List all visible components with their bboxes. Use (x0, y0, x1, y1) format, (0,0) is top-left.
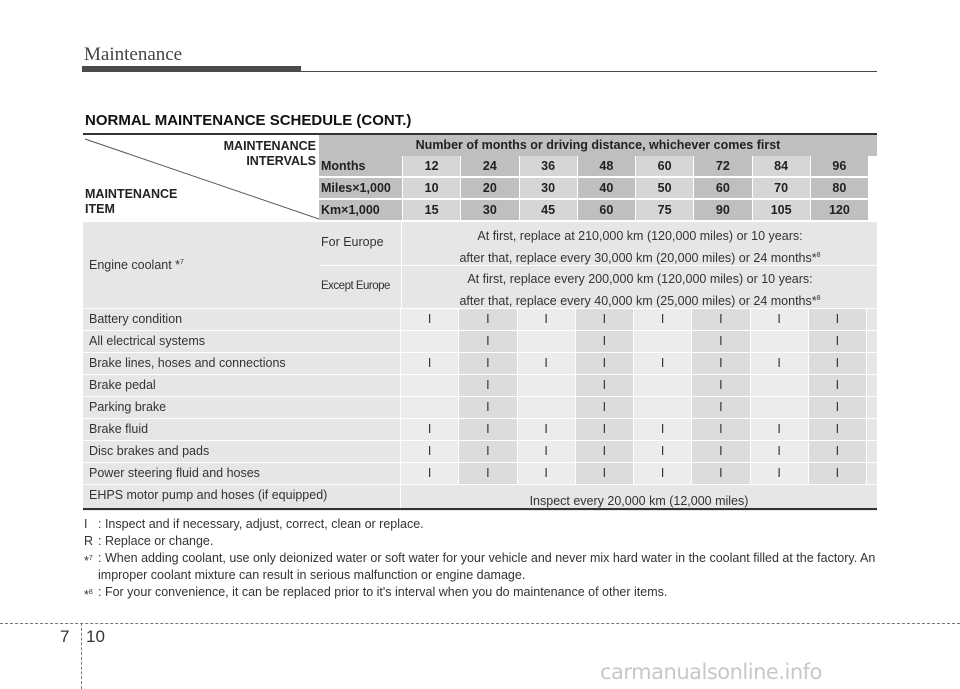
table-cell: I (751, 441, 809, 462)
table-cell: I (692, 375, 750, 396)
months-value: 60 (636, 156, 694, 177)
table-cell: I (459, 397, 517, 418)
table-cell: I (576, 331, 634, 352)
table-cell (634, 397, 692, 418)
row-label: Parking brake (83, 397, 401, 418)
table-cell: I (809, 331, 867, 352)
table-cell: I (459, 353, 517, 374)
miles-value: 40 (578, 178, 636, 199)
months-value: 96 (811, 156, 869, 177)
table-cell: I (576, 375, 634, 396)
table-cell: I (634, 309, 692, 330)
table-bottom-rule (83, 508, 877, 510)
table-cell: I (459, 419, 517, 440)
months-value: 12 (403, 156, 461, 177)
table-cell: I (692, 331, 750, 352)
table-cell: I (459, 463, 517, 484)
table-cell: I (692, 397, 750, 418)
miles-value: 80 (811, 178, 869, 199)
table-cell: I (692, 309, 750, 330)
table-row (83, 419, 877, 441)
for-europe-label: For Europe (321, 235, 384, 249)
months-header-row (319, 156, 869, 177)
table-cell: I (518, 419, 576, 440)
page-title: NORMAL MAINTENANCE SCHEDULE (CONT.) (85, 112, 412, 129)
table-cell: I (809, 397, 867, 418)
table-row (83, 441, 877, 463)
corner-item-label: MAINTENANCE ITEM (85, 187, 178, 216)
legend-note: *$^8$ : For your convenience, it can be replaced prior to it's interval when you do maintenance of other items. (84, 585, 668, 603)
row-label: Brake pedal (83, 375, 401, 396)
table-cell (751, 331, 809, 352)
page-number: 10 (86, 627, 105, 646)
table-cell: I (634, 463, 692, 484)
table-cell: I (459, 331, 517, 352)
table-cell: I (518, 353, 576, 374)
row-label: Disc brakes and pads (83, 441, 401, 462)
months-value: 84 (753, 156, 811, 177)
km-value: 120 (811, 200, 869, 221)
table-cell: I (576, 419, 634, 440)
table-cell: I (692, 419, 750, 440)
miles-value: 70 (753, 178, 811, 199)
table-cell: I (809, 309, 867, 330)
table-cell: I (751, 463, 809, 484)
miles-value: 50 (636, 178, 694, 199)
km-value: 45 (520, 200, 578, 221)
table-cell: I (401, 309, 459, 330)
table-cell: I (634, 441, 692, 462)
table-cell (401, 375, 459, 396)
maintenance-item-rows (83, 309, 877, 512)
table-cell: I (692, 353, 750, 374)
months-label: Months (319, 156, 403, 177)
table-cell: I (576, 309, 634, 330)
table-cell: I (751, 419, 809, 440)
corner-intervals-label: MAINTENANCE INTERVALS (223, 139, 316, 168)
table-row (83, 331, 877, 353)
legend-note: I : Inspect and if necessary, adjust, correct, clean or replace. (84, 517, 424, 531)
table-cell (751, 375, 809, 396)
row-label: Power steering fluid and hoses (83, 463, 401, 484)
months-value: 48 (578, 156, 636, 177)
months-value: 24 (461, 156, 519, 177)
miles-value: 30 (520, 178, 578, 199)
footer-rule (0, 623, 960, 624)
table-row (83, 463, 877, 485)
table-cell: I (576, 463, 634, 484)
engine-coolant-label: Engine coolant *$^7$ (89, 258, 184, 272)
table-row (83, 375, 877, 397)
table-cell (634, 331, 692, 352)
ehps-interval: Inspect every 20,000 km (12,000 miles) (529, 494, 749, 508)
table-corner-cell (83, 135, 319, 221)
table-cell: I (809, 441, 867, 462)
table-cell: I (751, 309, 809, 330)
legend-note: R : Replace or change. (84, 534, 214, 548)
row-label: All electrical systems (83, 331, 401, 352)
table-cell (751, 397, 809, 418)
table-cell (401, 331, 459, 352)
except-europe-coolant-interval: At first, replace every 200,000 km (120,000 miles) or 10 years: after that, replace every 40,000 km (25,000 miles) or 24 months*$^8$ (459, 272, 821, 309)
table-cell: I (751, 353, 809, 374)
km-value: 105 (753, 200, 811, 221)
km-value: 75 (636, 200, 694, 221)
km-value: 60 (578, 200, 636, 221)
table-cell: I (401, 463, 459, 484)
table-cell: I (459, 309, 517, 330)
row-label: Battery condition (83, 309, 401, 330)
km-header-row (319, 200, 869, 221)
except-europe-label: Except Europe (321, 280, 390, 292)
table-cell: I (809, 463, 867, 484)
table-cell (518, 375, 576, 396)
engine-coolant-row (83, 222, 877, 308)
table-cell: I (401, 419, 459, 440)
miles-value: 10 (403, 178, 461, 199)
table-cell: I (809, 375, 867, 396)
miles-label: Miles×1,000 (319, 178, 403, 199)
table-cell (518, 397, 576, 418)
table-cell: I (692, 441, 750, 462)
table-cell: I (634, 419, 692, 440)
km-value: 30 (461, 200, 519, 221)
interval-header: Number of months or driving distance, whichever comes first (319, 135, 877, 156)
table-cell: I (809, 419, 867, 440)
table-cell: I (401, 441, 459, 462)
legend-note: *$^7$ : When adding coolant, use only deionized water or soft water for your vehicle and never mix hard water in the coolant filled at the factory. An improper coolant mixture can result in serious malfunction or engine damage. (84, 551, 876, 582)
table-row (83, 397, 877, 419)
km-label: Km×1,000 (319, 200, 403, 221)
footer-divider (81, 623, 82, 689)
table-cell: I (809, 353, 867, 374)
table-cell: I (459, 375, 517, 396)
months-value: 72 (694, 156, 752, 177)
table-cell: I (518, 463, 576, 484)
miles-value: 20 (461, 178, 519, 199)
chapter-number: 7 (60, 627, 70, 646)
miles-header-row (319, 178, 869, 199)
table-row (83, 309, 877, 331)
table-cell: I (459, 441, 517, 462)
table-cell: I (518, 441, 576, 462)
km-value: 90 (694, 200, 752, 221)
section-header: Maintenance (84, 44, 183, 65)
table-cell: I (692, 463, 750, 484)
row-label: EHPS motor pump and hoses (if equipped) (83, 485, 401, 511)
europe-coolant-interval: At first, replace at 210,000 km (120,000 miles) or 10 years: after that, replace every 30,000 km (20,000 miles) or 24 months*$^8$ (459, 229, 821, 266)
header-rule-thin (82, 71, 877, 72)
row-label: Brake fluid (83, 419, 401, 440)
table-cell: I (576, 397, 634, 418)
table-cell: I (576, 441, 634, 462)
miles-value: 60 (694, 178, 752, 199)
table-cell (634, 375, 692, 396)
months-value: 36 (520, 156, 578, 177)
legend-notes (84, 516, 884, 604)
table-cell: I (401, 353, 459, 374)
row-label: Brake lines, hoses and connections (83, 353, 401, 374)
table-cell (518, 331, 576, 352)
table-cell: I (576, 353, 634, 374)
table-cell: I (634, 353, 692, 374)
table-row (83, 353, 877, 375)
table-cell: I (518, 309, 576, 330)
watermark: carmanualsonline.info (600, 660, 822, 684)
table-cell (401, 397, 459, 418)
km-value: 15 (403, 200, 461, 221)
